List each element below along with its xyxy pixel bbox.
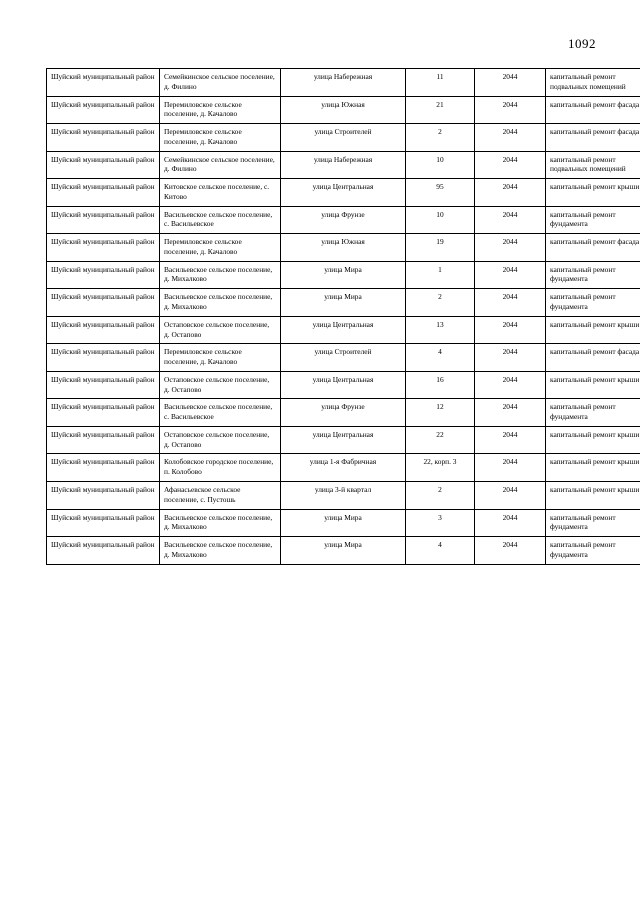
table-row [47, 426, 640, 454]
cell-street: улица Мира [281, 537, 406, 565]
table-row [47, 454, 640, 482]
cell-district: Шуйский муниципальный район [47, 234, 160, 262]
cell-settlement: Остаповское сельское поселение, д. Остапово [160, 426, 281, 454]
cell-house-number: 2 [406, 481, 475, 509]
cell-settlement: Васильевское сельское поселение, д. Михалково [160, 261, 281, 289]
cell-year: 2044 [475, 289, 546, 317]
table-row [47, 234, 640, 262]
cell-settlement: Васильевское сельское поселение, д. Михалково [160, 289, 281, 317]
cell-year: 2044 [475, 371, 546, 399]
cell-house-number: 3 [406, 509, 475, 537]
cell-street: улица Строителей [281, 124, 406, 152]
cell-house-number: 22, корп. 3 [406, 454, 475, 482]
cell-work-type: капитальный ремонт подвальных помещений [546, 69, 640, 97]
cell-year: 2044 [475, 426, 546, 454]
cell-district: Шуйский муниципальный район [47, 261, 160, 289]
cell-year: 2044 [475, 261, 546, 289]
cell-street: улица Центральная [281, 426, 406, 454]
cell-district: Шуйский муниципальный район [47, 344, 160, 372]
cell-work-type: капитальный ремонт подвальных помещений [546, 151, 640, 179]
table-row [47, 481, 640, 509]
cell-work-type: капитальный ремонт фундамента [546, 537, 640, 565]
cell-house-number: 16 [406, 371, 475, 399]
cell-district: Шуйский муниципальный район [47, 454, 160, 482]
cell-settlement: Остаповское сельское поселение, д. Остапово [160, 371, 281, 399]
cell-year: 2044 [475, 96, 546, 124]
cell-year: 2044 [475, 234, 546, 262]
table-row [47, 151, 640, 179]
cell-year: 2044 [475, 151, 546, 179]
cell-year: 2044 [475, 344, 546, 372]
table-row [47, 537, 640, 565]
cell-settlement: Колобовское городское поселение, п. Колобово [160, 454, 281, 482]
cell-street: улица Южная [281, 234, 406, 262]
cell-settlement: Васильевское сельское поселение, д. Михалково [160, 509, 281, 537]
cell-settlement: Перемиловское сельское поселение, д. Качалово [160, 96, 281, 124]
cell-house-number: 22 [406, 426, 475, 454]
cell-settlement: Перемиловское сельское поселение, д. Качалово [160, 344, 281, 372]
cell-settlement: Семейкинское сельское поселение, д. Филино [160, 69, 281, 97]
cell-settlement: Китовское сельское поселение, с. Китово [160, 179, 281, 207]
cell-street: улица Центральная [281, 316, 406, 344]
table-row [47, 261, 640, 289]
cell-house-number: 21 [406, 96, 475, 124]
table-row [47, 289, 640, 317]
cell-street: улица Набережная [281, 151, 406, 179]
cell-year: 2044 [475, 206, 546, 234]
cell-district: Шуйский муниципальный район [47, 371, 160, 399]
cell-street: улица Фрунзе [281, 206, 406, 234]
cell-street: улица Мира [281, 509, 406, 537]
cell-settlement: Перемиловское сельское поселение, д. Качалово [160, 234, 281, 262]
table-row [47, 509, 640, 537]
cell-house-number: 19 [406, 234, 475, 262]
cell-settlement: Васильевское сельское поселение, д. Михалково [160, 537, 281, 565]
table-body [47, 69, 640, 565]
cell-work-type: капитальный ремонт фундамента [546, 509, 640, 537]
cell-settlement: Перемиловское сельское поселение, д. Качалово [160, 124, 281, 152]
table-row [47, 96, 640, 124]
table-row [47, 371, 640, 399]
cell-street: улица Южная [281, 96, 406, 124]
cell-street: улица 1-я Фабричная [281, 454, 406, 482]
cell-work-type: капитальный ремонт фасада [546, 96, 640, 124]
cell-year: 2044 [475, 69, 546, 97]
cell-street: улица Мира [281, 261, 406, 289]
cell-work-type: капитальный ремонт крыши [546, 371, 640, 399]
cell-work-type: капитальный ремонт крыши [546, 426, 640, 454]
cell-work-type: капитальный ремонт фундамента [546, 399, 640, 427]
cell-street: улица Строителей [281, 344, 406, 372]
cell-settlement: Афанасьевское сельское поселение, с. Пустошь [160, 481, 281, 509]
cell-district: Шуйский муниципальный район [47, 69, 160, 97]
cell-settlement: Васильевское сельское поселение, с. Васильевское [160, 206, 281, 234]
cell-work-type: капитальный ремонт фасада [546, 234, 640, 262]
cell-house-number: 13 [406, 316, 475, 344]
cell-street: улица Мира [281, 289, 406, 317]
cell-district: Шуйский муниципальный район [47, 426, 160, 454]
cell-work-type: капитальный ремонт фасада [546, 124, 640, 152]
cell-district: Шуйский муниципальный район [47, 96, 160, 124]
cell-year: 2044 [475, 454, 546, 482]
capital-repair-table [46, 68, 640, 565]
cell-street: улица Центральная [281, 371, 406, 399]
cell-year: 2044 [475, 124, 546, 152]
cell-work-type: капитальный ремонт крыши [546, 179, 640, 207]
cell-settlement: Остаповское сельское поселение, д. Остапово [160, 316, 281, 344]
cell-house-number: 4 [406, 537, 475, 565]
cell-district: Шуйский муниципальный район [47, 206, 160, 234]
cell-house-number: 2 [406, 289, 475, 317]
cell-settlement: Васильевское сельское поселение, с. Васильевское [160, 399, 281, 427]
cell-street: улица Набережная [281, 69, 406, 97]
cell-work-type: капитальный ремонт фасада [546, 344, 640, 372]
table-row [47, 124, 640, 152]
cell-district: Шуйский муниципальный район [47, 124, 160, 152]
cell-district: Шуйский муниципальный район [47, 316, 160, 344]
cell-house-number: 10 [406, 151, 475, 179]
cell-district: Шуйский муниципальный район [47, 179, 160, 207]
cell-work-type: капитальный ремонт крыши [546, 454, 640, 482]
table-row [47, 399, 640, 427]
cell-district: Шуйский муниципальный район [47, 151, 160, 179]
cell-year: 2044 [475, 179, 546, 207]
cell-district: Шуйский муниципальный район [47, 537, 160, 565]
cell-house-number: 12 [406, 399, 475, 427]
cell-work-type: капитальный ремонт фундамента [546, 206, 640, 234]
cell-district: Шуйский муниципальный район [47, 481, 160, 509]
cell-district: Шуйский муниципальный район [47, 509, 160, 537]
cell-district: Шуйский муниципальный район [47, 289, 160, 317]
table-row [47, 179, 640, 207]
cell-year: 2044 [475, 399, 546, 427]
cell-house-number: 2 [406, 124, 475, 152]
table-row [47, 344, 640, 372]
cell-street: улица Фрунзе [281, 399, 406, 427]
table-row [47, 69, 640, 97]
cell-settlement: Семейкинское сельское поселение, д. Филино [160, 151, 281, 179]
cell-house-number: 1 [406, 261, 475, 289]
table-row [47, 316, 640, 344]
cell-work-type: капитальный ремонт фундамента [546, 289, 640, 317]
cell-year: 2044 [475, 537, 546, 565]
cell-work-type: капитальный ремонт крыши [546, 481, 640, 509]
page-number: 1092 [568, 36, 596, 51]
cell-house-number: 11 [406, 69, 475, 97]
capital-repair-table-container [46, 68, 640, 565]
cell-street: улица 3-й квартал [281, 481, 406, 509]
cell-year: 2044 [475, 509, 546, 537]
cell-street: улица Центральная [281, 179, 406, 207]
cell-year: 2044 [475, 481, 546, 509]
cell-district: Шуйский муниципальный район [47, 399, 160, 427]
cell-house-number: 4 [406, 344, 475, 372]
table-row [47, 206, 640, 234]
cell-house-number: 10 [406, 206, 475, 234]
cell-work-type: капитальный ремонт фундамента [546, 261, 640, 289]
cell-work-type: капитальный ремонт крыши [546, 316, 640, 344]
cell-year: 2044 [475, 316, 546, 344]
cell-house-number: 95 [406, 179, 475, 207]
